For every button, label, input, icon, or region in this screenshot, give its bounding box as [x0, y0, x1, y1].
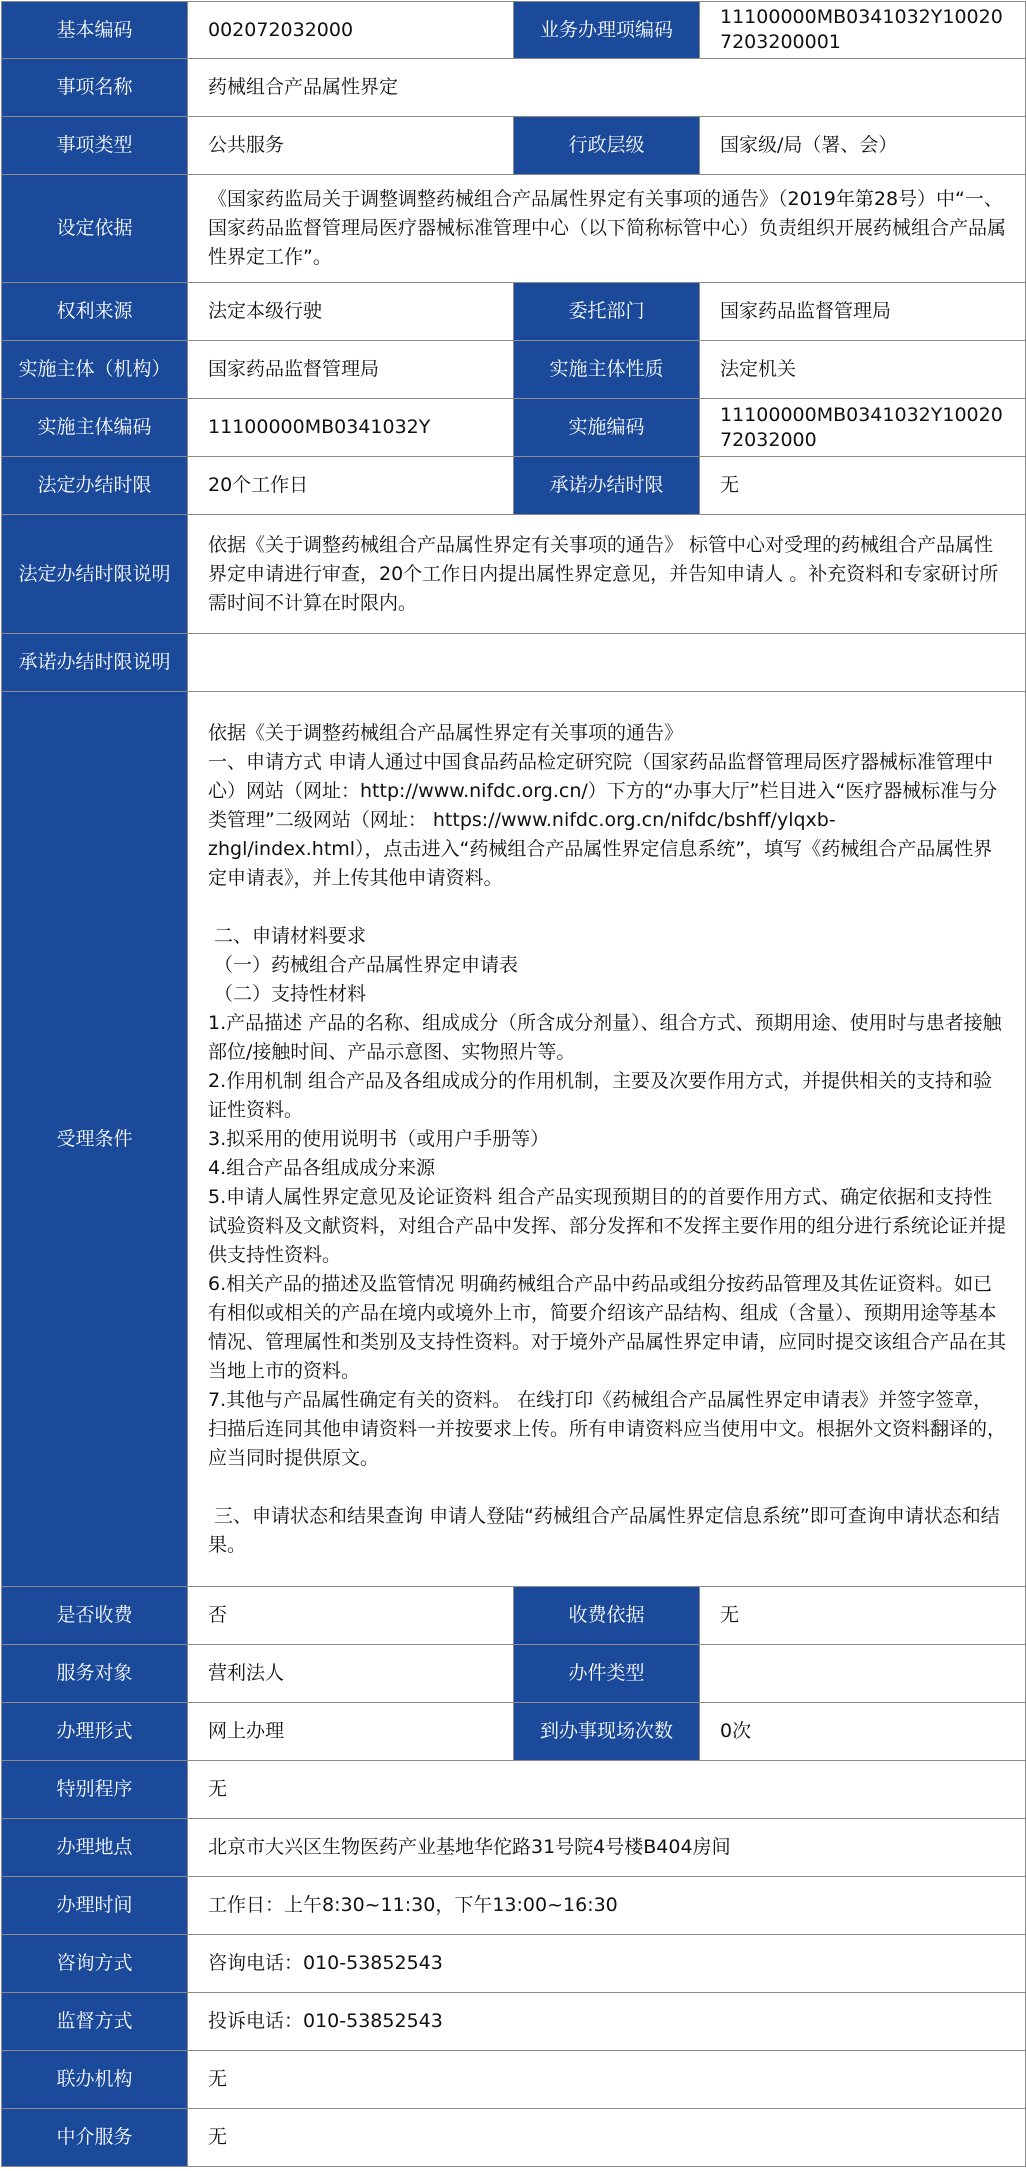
row-legal-time-note — [2, 515, 1026, 634]
handling-form-label: 办理形式 — [2, 1703, 188, 1761]
handling-form-value: 网上办理 — [188, 1703, 514, 1761]
implementing-body-nature-value: 法定机关 — [700, 341, 1026, 399]
row-acceptance-conditions — [2, 692, 1026, 1587]
row-time-limit — [2, 457, 1026, 515]
power-source-label: 权利来源 — [2, 283, 188, 341]
fee-basis-label: 收费依据 — [514, 1587, 700, 1645]
entrusted-dept-value: 国家药品监督管理局 — [700, 283, 1026, 341]
promised-time-limit-value: 无 — [700, 457, 1026, 515]
item-type-value: 公共服务 — [188, 117, 514, 175]
office-hours-label: 办理时间 — [2, 1877, 188, 1935]
legal-basis-value: 《国家药监局关于调整调整药械组合产品属性界定有关事项的通告》（2019年第28号）中“一、国家药品监督管理局医疗器械标准管理中心（以下简称标管中心）负责组织开展药械组合产品属性界定工作”。 — [188, 175, 1026, 283]
promised-time-note-label: 承诺办结时限说明 — [2, 634, 188, 692]
implementing-body-value: 国家药品监督管理局 — [188, 341, 514, 399]
onsite-visits-value: 0次 — [700, 1703, 1026, 1761]
fee-basis-value: 无 — [700, 1587, 1026, 1645]
row-location — [2, 1819, 1026, 1877]
promised-time-limit-label: 承诺办结时限 — [514, 457, 700, 515]
row-handling-form — [2, 1703, 1026, 1761]
service-item-table — [1, 1, 1026, 2167]
row-power-source — [2, 283, 1026, 341]
legal-basis-label: 设定依据 — [2, 175, 188, 283]
row-implementing-code — [2, 399, 1026, 457]
onsite-visits-label: 到办事现场次数 — [514, 1703, 700, 1761]
condition-material-2: 2.作用机制 组合产品及各组成成分的作用机制，主要及次要作用方式，并提供相关的支持和验证性资料。 — [208, 1069, 993, 1121]
legal-time-limit-label: 法定办结时限 — [2, 457, 188, 515]
intermediary-service-value: 无 — [188, 2109, 1026, 2167]
row-item-type — [2, 117, 1026, 175]
condition-material-5: 5.申请人属性界定意见及论证资料 组合产品实现预期目的的首要作用方式、确定依据和支持性试验资料及文献资料，对组合产品中发挥、部分发挥和不发挥主要作用的组分进行系统论证并提供支持性资料。 — [208, 1185, 1007, 1266]
row-basic-code — [2, 2, 1026, 59]
location-label: 办理地点 — [2, 1819, 188, 1877]
implementing-body-label: 实施主体（机构） — [2, 341, 188, 399]
supervision-label: 监督方式 — [2, 1993, 188, 2051]
row-promised-time-note — [2, 634, 1026, 692]
acceptance-conditions-value — [188, 692, 1026, 1587]
condition-material-6: 6.相关产品的描述及监管情况 明确药械组合产品中药品或组分按药品管理及其佐证资料。如已有相似或相关的产品在境内或境外上市，简要介绍该产品结构、组成（含量）、预期用途等基本情况、管理属性和类别及支持性资料。对于境外产品属性界定申请，应同时提交该组合产品在其当地上市的资料。 — [208, 1272, 1007, 1382]
acceptance-conditions-label: 受理条件 — [2, 692, 188, 1587]
condition-status-query: 三、申请状态和结果查询 申请人登陆“药械组合产品属性界定信息系统”即可查询申请状态和结果。 — [208, 1504, 1000, 1556]
item-name-label: 事项名称 — [2, 59, 188, 117]
implementing-body-nature-label: 实施主体性质 — [514, 341, 700, 399]
promised-time-note-value — [188, 634, 1026, 692]
row-implementing-body — [2, 341, 1026, 399]
consultation-value: 咨询电话：010-53852543 — [188, 1935, 1026, 1993]
business-item-code-label: 业务办理项编码 — [514, 2, 700, 59]
special-procedure-label: 特别程序 — [2, 1761, 188, 1819]
fee-value: 否 — [188, 1587, 514, 1645]
admin-level-label: 行政层级 — [514, 117, 700, 175]
condition-application-method: 一、申请方式 申请人通过中国食品药品检定研究院（国家药品监督管理局医疗器械标准管理中心）网站（网址：http://www.nifdc.org.cn/）下方的“办事大厅”栏目进入“医疗器械标准与分类管理”二级网站（网址： https://www.nifdc.org.cn/nifdc/bshff/ylqxb-zhgl/index.html），点击进入“药械组合产品属性界定信息系统”，填写《药械组合产品属性界定申请表》，并上传其他申请资料。 — [208, 750, 998, 889]
row-special-procedure — [2, 1761, 1026, 1819]
joint-agency-value: 无 — [188, 2051, 1026, 2109]
basic-code-label: 基本编码 — [2, 2, 188, 59]
implementing-code-label: 实施编码 — [514, 399, 700, 457]
row-item-name — [2, 59, 1026, 117]
item-name-value: 药械组合产品属性界定 — [188, 59, 1026, 117]
condition-spacer — [208, 893, 1009, 922]
implementing-body-code-label: 实施主体编码 — [2, 399, 188, 457]
legal-time-note-label: 法定办结时限说明 — [2, 515, 188, 634]
admin-level-value: 国家级/局（署、会） — [700, 117, 1026, 175]
special-procedure-value: 无 — [188, 1761, 1026, 1819]
implementing-code-value: 11100000MB0341032Y1002072032000 — [700, 399, 1026, 457]
condition-application-form: （一）药械组合产品属性界定申请表 — [208, 953, 519, 976]
row-fee — [2, 1587, 1026, 1645]
business-item-code-value: 11100000MB0341032Y100207203200001 — [700, 2, 1026, 59]
joint-agency-label: 联办机构 — [2, 2051, 188, 2109]
legal-time-note-value: 依据《关于调整药械组合产品属性界定有关事项的通告》 标管中心对受理的药械组合产品属性界定申请进行审查，20个工作日内提出属性界定意见，并告知申请人 。补充资料和专家研讨所需时间不计算在时限内。 — [188, 515, 1026, 634]
supervision-value: 投诉电话：010-53852543 — [188, 1993, 1026, 2051]
condition-materials-heading: 二、申请材料要求 — [208, 924, 367, 947]
row-office-hours — [2, 1877, 1026, 1935]
condition-material-4: 4.组合产品各组成成分来源 — [208, 1156, 436, 1179]
legal-time-limit-value: 20个工作日 — [188, 457, 514, 515]
fee-label: 是否收费 — [2, 1587, 188, 1645]
condition-material-7: 7.其他与产品属性确定有关的资料。 在线打印《药械组合产品属性界定申请表》并签字签章，扫描后连同其他申请资料一并按要求上传。所有申请资料应当使用中文。根据外文资料翻译的，应当同时提供原文。 — [208, 1388, 1007, 1469]
entrusted-dept-label: 委托部门 — [514, 283, 700, 341]
intermediary-service-label: 中介服务 — [2, 2109, 188, 2167]
condition-material-3: 3.拟采用的使用说明书（或用户手册等） — [208, 1127, 550, 1150]
row-service-target — [2, 1645, 1026, 1703]
condition-basis: 依据《关于调整药械组合产品属性界定有关事项的通告》 — [208, 721, 684, 744]
row-intermediary-service — [2, 2109, 1026, 2167]
office-hours-value: 工作日：上午8:30~11:30，下午13:00~16:30 — [188, 1877, 1026, 1935]
location-value: 北京市大兴区生物医药产业基地华佗路31号院4号楼B404房间 — [188, 1819, 1026, 1877]
consultation-label: 咨询方式 — [2, 1935, 188, 1993]
row-legal-basis — [2, 175, 1026, 283]
implementing-body-code-value: 11100000MB0341032Y — [188, 399, 514, 457]
condition-material-1: 1.产品描述 产品的名称、组成成分（所含成分剂量）、组合方式、预期用途、使用时与患者接触部位/接触时间、产品示意图、实物照片等。 — [208, 1011, 1002, 1063]
row-consultation — [2, 1935, 1026, 1993]
row-joint-agency — [2, 2051, 1026, 2109]
service-target-value: 营利法人 — [188, 1645, 514, 1703]
item-type-label: 事项类型 — [2, 117, 188, 175]
case-type-label: 办件类型 — [514, 1645, 700, 1703]
condition-spacer — [208, 1473, 1009, 1502]
power-source-value: 法定本级行驶 — [188, 283, 514, 341]
basic-code-value: 002072032000 — [188, 2, 514, 59]
case-type-value — [700, 1645, 1026, 1703]
service-target-label: 服务对象 — [2, 1645, 188, 1703]
row-supervision — [2, 1993, 1026, 2051]
condition-supporting-materials: （二）支持性材料 — [208, 982, 367, 1005]
